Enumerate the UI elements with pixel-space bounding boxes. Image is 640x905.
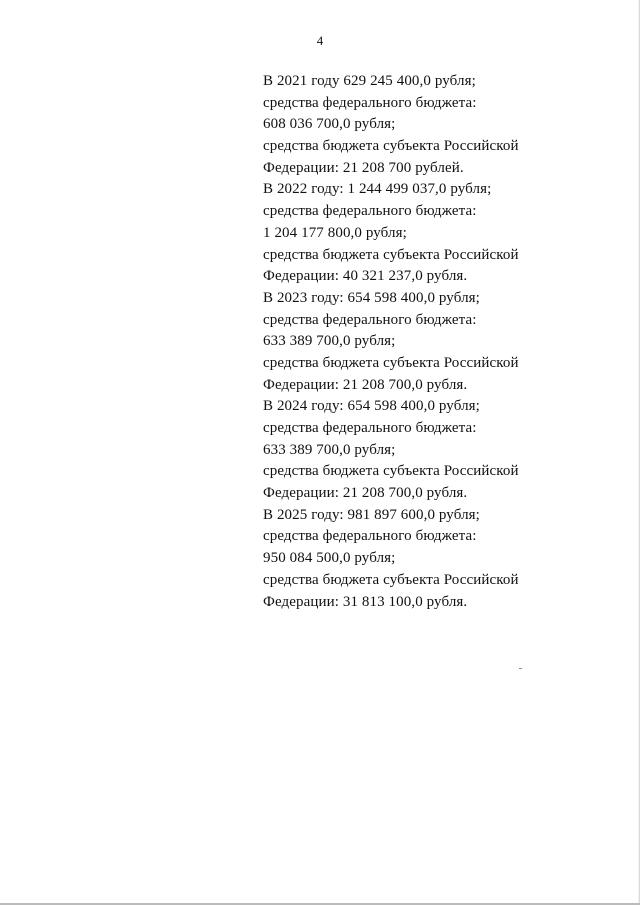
text-line: средства федерального бюджета:	[263, 94, 477, 111]
page-number: 4	[316, 33, 324, 48]
text-line: 633 389 700,0 рубля;	[263, 441, 396, 458]
text-line: Федерации: 21 208 700 рублей.	[263, 159, 464, 176]
text-line: Федерации: 31 813 100,0 рубля.	[263, 593, 468, 610]
scan-artifact	[519, 668, 522, 669]
text-line: В 2024 году: 654 598 400,0 рубля;	[263, 398, 480, 415]
text-line: средства федерального бюджета:	[263, 203, 477, 220]
text-line: В 2022 году: 1 244 499 037,0 рубля;	[263, 181, 492, 198]
text-line: средства федерального бюджета:	[263, 420, 477, 436]
text-line: В 2021 году 629 245 400,0 рубля;	[263, 73, 476, 89]
text-line: 608 036 700,0 рубля;	[263, 116, 396, 133]
text-line: 950 084 500,0 рубля;	[263, 550, 396, 567]
text-line: В 2023 году: 654 598 400,0 рубля;	[263, 289, 480, 306]
text-line: средства бюджета субъекта Российской	[263, 138, 519, 155]
text-line: средства бюджета субъекта Российской	[263, 571, 519, 588]
text-line: средства бюджета субъекта Российской	[263, 246, 519, 263]
text-line: средства бюджета субъекта Российской	[263, 463, 519, 480]
text-line: Федерации: 40 321 237,0 рубля.	[263, 268, 468, 285]
text-line: средства федерального бюджета:	[263, 311, 477, 328]
text-line: 1 204 177 800,0 рубля;	[263, 224, 407, 241]
text-line: 633 389 700,0 рубля;	[263, 333, 396, 350]
text-line: В 2025 году: 981 897 600,0 рубля;	[263, 506, 480, 523]
text-line: Федерации: 21 208 700,0 рубля.	[263, 485, 468, 502]
text-line: Федерации: 21 208 700,0 рубля.	[263, 376, 468, 393]
budget-text-block	[263, 71, 633, 613]
text-line: средства бюджета субъекта Российской	[263, 354, 519, 371]
text-line: средства федерального бюджета:	[263, 528, 477, 545]
